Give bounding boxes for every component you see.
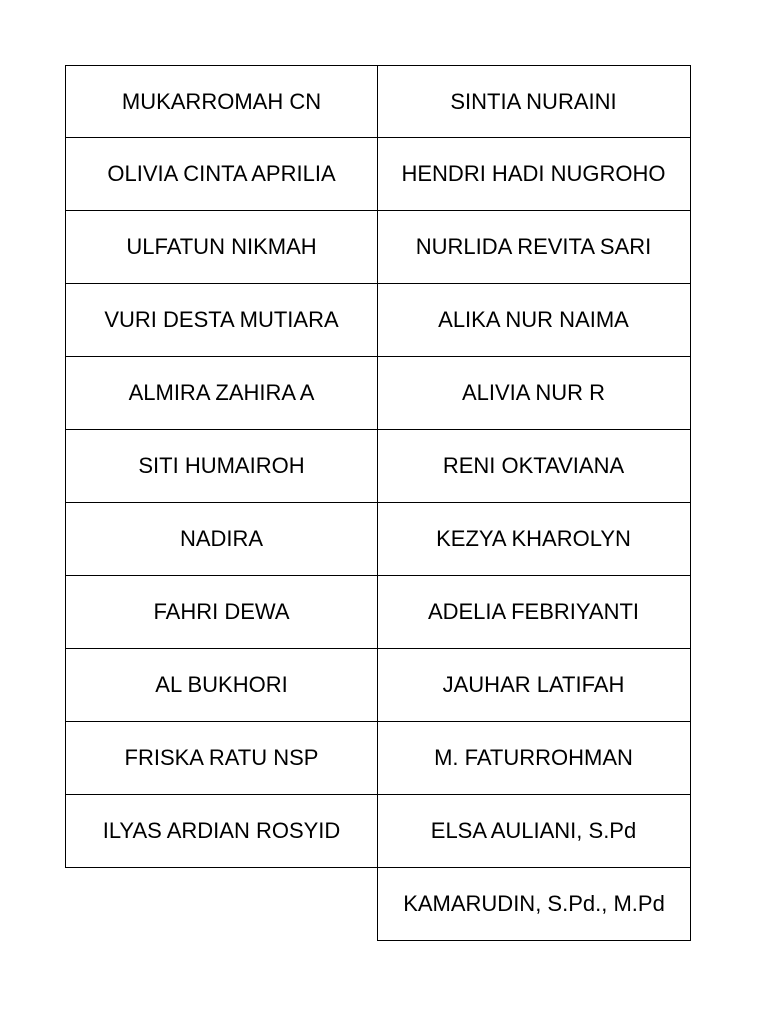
- table-cell-right: JAUHAR LATIFAH: [377, 649, 691, 722]
- table-row: [65, 868, 691, 941]
- table-row: [65, 357, 691, 430]
- table-row: [65, 138, 691, 211]
- table-cell-right: KEZYA KHAROLYN: [377, 503, 691, 576]
- table-cell-left: FRISKA RATU NSP: [65, 722, 378, 795]
- table-cell-right: ADELIA FEBRIYANTI: [377, 576, 691, 649]
- table-cell-right: NURLIDA REVITA SARI: [377, 211, 691, 284]
- table-row: [65, 284, 691, 357]
- table-row: [65, 722, 691, 795]
- table-cell-right: RENI OKTAVIANA: [377, 430, 691, 503]
- table-row: [65, 503, 691, 576]
- table-cell-right: ELSA AULIANI, S.Pd: [377, 795, 691, 868]
- table-cell-left: ULFATUN NIKMAH: [65, 211, 378, 284]
- table-row: [65, 65, 691, 138]
- table-cell-right: SINTIA NURAINI: [377, 65, 691, 138]
- table-cell-right: ALIKA NUR NAIMA: [377, 284, 691, 357]
- table-row: [65, 576, 691, 649]
- table-cell-empty: [65, 868, 378, 941]
- table-row: [65, 211, 691, 284]
- table-cell-left: SITI HUMAIROH: [65, 430, 378, 503]
- name-table: [65, 65, 691, 941]
- table-cell-left: NADIRA: [65, 503, 378, 576]
- table-row: [65, 430, 691, 503]
- table-cell-left: ALMIRA ZAHIRA A: [65, 357, 378, 430]
- table-row: [65, 795, 691, 868]
- table-cell-left: FAHRI DEWA: [65, 576, 378, 649]
- table-cell-right: KAMARUDIN, S.Pd., M.Pd: [377, 868, 691, 941]
- table-cell-right: ALIVIA NUR R: [377, 357, 691, 430]
- table-cell-left: ILYAS ARDIAN ROSYID: [65, 795, 378, 868]
- table-cell-right: HENDRI HADI NUGROHO: [377, 138, 691, 211]
- table-cell-left: OLIVIA CINTA APRILIA: [65, 138, 378, 211]
- table-cell-left: VURI DESTA MUTIARA: [65, 284, 378, 357]
- table-cell-right: M. FATURROHMAN: [377, 722, 691, 795]
- table-row: [65, 649, 691, 722]
- table-cell-left: AL BUKHORI: [65, 649, 378, 722]
- table-cell-left: MUKARROMAH CN: [65, 65, 378, 138]
